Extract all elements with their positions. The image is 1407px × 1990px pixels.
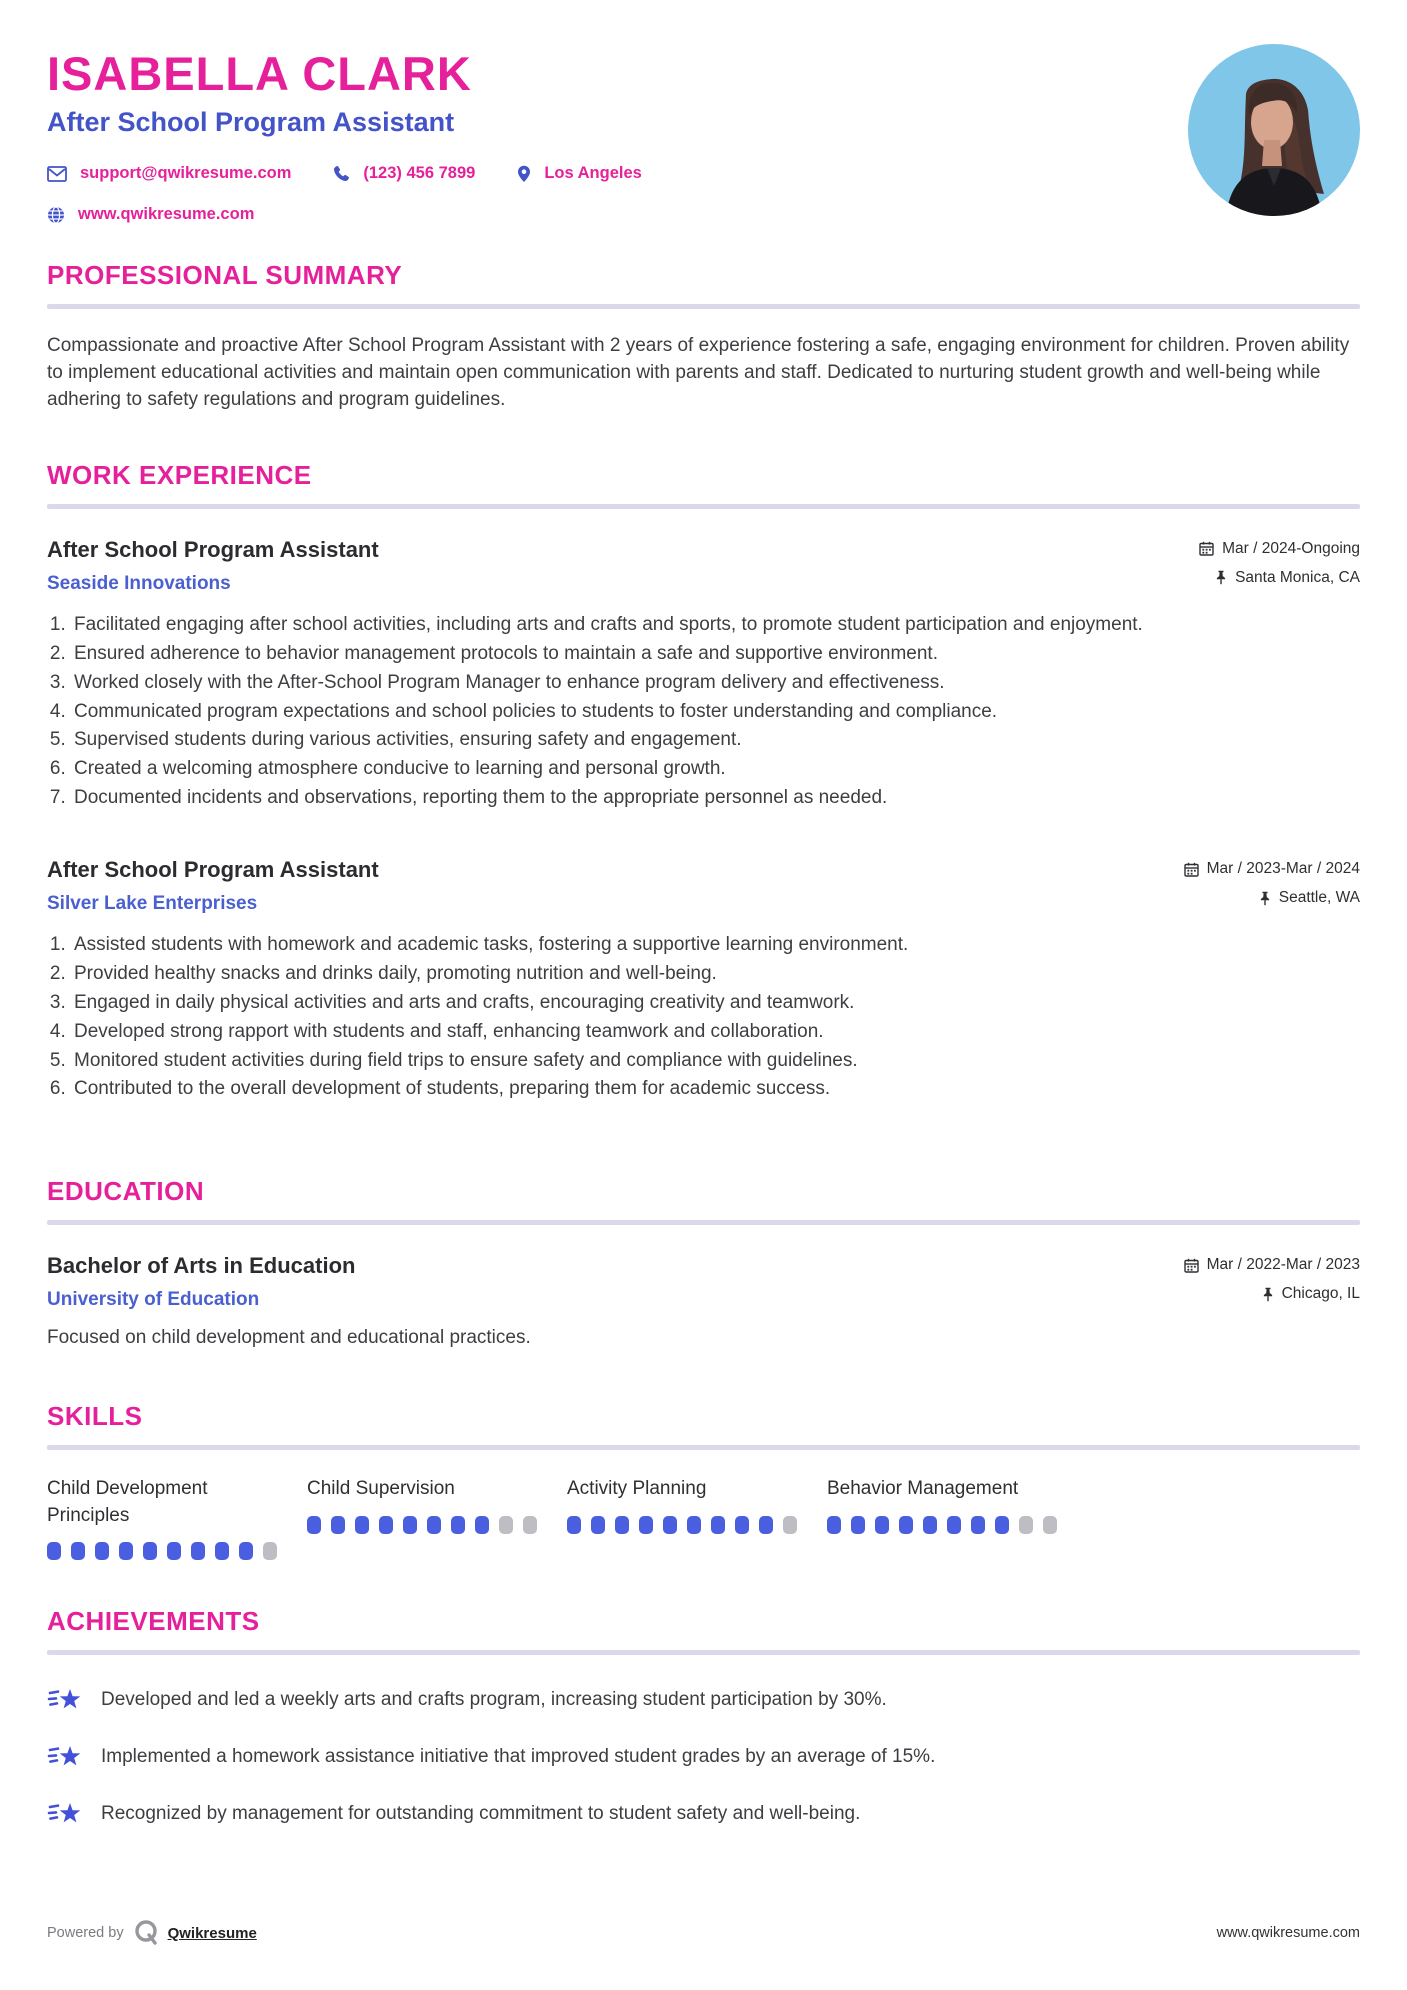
achievement-item [47,1685,1360,1715]
degree-title: Bachelor of Arts in Education [47,1253,356,1279]
skill-dot [47,1542,61,1560]
bullet-item: 4. Developed strong rapport with students and staff, enhancing teamwork and collaboration. [71,1018,1360,1047]
header-left [47,44,684,224]
skill-dot [379,1516,393,1534]
skill-dot [995,1516,1009,1534]
calendar-icon [1184,862,1199,877]
job-date-text: Mar / 2023-Mar / 2024 [1206,860,1360,878]
company-link[interactable]: Seaside Innovations [47,572,231,594]
job-meta [1199,537,1360,587]
skill-name: Activity Planning [567,1478,707,1500]
job-head [47,857,1360,915]
skill-dot [263,1542,277,1560]
job-left [47,537,379,595]
skill-dot [71,1542,85,1560]
job-date [1199,540,1360,558]
education-head [47,1253,1360,1311]
skill-dot [215,1542,229,1560]
skill-dot [875,1516,889,1534]
skill-item [827,1476,1087,1534]
skill-dot [1043,1516,1057,1534]
achievement-text: Recognized by management for outstanding commitment to student safety and well-being. [101,1803,861,1825]
skill-dot [475,1516,489,1534]
section-achievements [47,1606,1360,1829]
education-description: Focused on child development and educational practices. [47,1327,531,1349]
summary-heading: PROFESSIONAL SUMMARY [47,260,403,290]
skill-dot [191,1542,205,1560]
job-location-text: Seattle, WA [1278,889,1360,907]
shooting-star-icon [47,1685,83,1715]
skill-dot [355,1516,369,1534]
section-skills [47,1401,1360,1560]
shooting-star-icon [47,1799,83,1829]
job-entry [47,857,1360,1104]
skill-dot [591,1516,605,1534]
section-divider [47,1220,1360,1225]
skill-dot [639,1516,653,1534]
shooting-star-icon [47,1742,83,1772]
skill-dot [711,1516,725,1534]
bullet-item: 6. Contributed to the overall development of students, preparing them for academic success. [71,1075,1360,1104]
bullet-item: 6. Created a welcoming atmosphere conducive to learning and personal growth. [71,755,1360,784]
skill-dot [663,1516,677,1534]
job-location [1259,889,1360,907]
job-meta [1184,857,1360,907]
pushpin-icon [1262,1287,1274,1302]
job-title: After School Program Assistant [47,536,379,562]
skill-dot [427,1516,441,1534]
skill-dot [899,1516,913,1534]
location-item [517,164,642,183]
achievements-heading: ACHIEVEMENTS [47,1606,260,1637]
skill-rating [567,1516,827,1534]
skill-dot [167,1542,181,1560]
section-work-experience [47,460,1360,1104]
phone-link[interactable] [333,164,475,183]
skills-grid [47,1476,1360,1560]
skill-dot [923,1516,937,1534]
work-heading: WORK EXPERIENCE [47,459,312,490]
phone-icon [333,165,350,182]
achievement-text: Implemented a homework assistance initiative that improved student grades by an average of 15%. [101,1746,936,1768]
header [47,44,1360,224]
skill-dot [971,1516,985,1534]
skill-dot [331,1516,345,1534]
job-entry [47,537,1360,813]
skill-dot [239,1542,253,1560]
skill-dot [687,1516,701,1534]
skill-name: Child Supervision [307,1478,455,1500]
person-name: ISABELLA CLARK [47,47,472,100]
email-text: support@qwikresume.com [80,164,292,182]
achievement-text: Developed and led a weekly arts and crafts program, increasing student participation by 30%. [101,1689,887,1711]
education-date-text: Mar / 2022-Mar / 2023 [1206,1256,1360,1274]
location-pin-icon [517,165,531,183]
job-location-text: Santa Monica, CA [1235,568,1360,586]
section-professional-summary [47,260,1360,414]
footer-website: www.qwikresume.com [1216,1925,1360,1941]
skills-heading: SKILLS [47,1401,143,1432]
skill-dot [403,1516,417,1534]
education-date [1184,1256,1360,1274]
pushpin-icon [1259,891,1271,906]
job-head [47,537,1360,595]
skill-item [567,1476,827,1534]
job-bullet-list [47,611,1360,813]
bullet-item: 3. Engaged in daily physical activities and arts and crafts, encouraging creativity and teamwork. [71,989,1360,1018]
skill-item [307,1476,567,1534]
education-location-text: Chicago, IL [1281,1285,1360,1303]
pushpin-icon [1215,570,1227,585]
calendar-icon [1199,541,1214,556]
bullet-item: 5. Supervised students during various activities, ensuring safety and engagement. [71,726,1360,755]
skill-dot [523,1516,537,1534]
skill-dot [615,1516,629,1534]
education-meta [1184,1253,1360,1303]
skill-dot [827,1516,841,1534]
section-divider [47,1445,1360,1450]
skill-dot [499,1516,513,1534]
section-divider [47,1650,1360,1655]
skill-dot [759,1516,773,1534]
skill-dot [119,1542,133,1560]
section-divider [47,504,1360,509]
skill-dot [1019,1516,1033,1534]
skill-rating [827,1516,1087,1534]
bullet-item: 5. Monitored student activities during field trips to ensure safety and compliance with guidelines. [71,1047,1360,1076]
bullet-item: 4. Communicated program expectations and school policies to students to foster understanding and compliance. [71,698,1360,727]
phone-text: (123) 456 7899 [363,164,476,182]
website-row [47,205,684,224]
location-text: Los Angeles [544,164,642,182]
job-title: After School Program Assistant [47,857,379,883]
section-education [47,1176,1360,1349]
skill-rating [47,1542,307,1560]
skill-name: Behavior Management [827,1478,1019,1500]
contact-row [47,164,684,183]
person-headline: After School Program Assistant [47,107,455,137]
skill-dot [451,1516,465,1534]
bullet-item: 3. Worked closely with the After-School Program Manager to enhance program delivery and effectiveness. [71,669,1360,698]
achievements-list [47,1685,1360,1829]
bullet-item: 2. Ensured adherence to behavior management protocols to maintain a safe and supportive environment. [71,640,1360,669]
job-bullet-list [47,931,1360,1104]
skill-name: Child Development Principles [47,1478,208,1526]
skill-dot [851,1516,865,1534]
company-link[interactable]: Silver Lake Enterprises [47,893,258,915]
powered-by-label: Powered by [47,1925,124,1941]
job-left [47,857,379,915]
education-location [1262,1285,1360,1303]
skill-dot [307,1516,321,1534]
website-text: www.qwikresume.com [78,205,255,223]
skill-dot [143,1542,157,1560]
globe-icon [47,206,65,224]
school-link[interactable]: University of Education [47,1289,260,1311]
bullet-item: 2. Provided healthy snacks and drinks daily, promoting nutrition and well-being. [71,960,1360,989]
achievement-item [47,1742,1360,1772]
bullet-item: 1. Assisted students with homework and academic tasks, fostering a supportive learning environment. [71,931,1360,960]
qwikresume-logo-icon [133,1918,159,1948]
email-link[interactable] [47,164,291,183]
job-location [1215,569,1360,587]
footer [47,1918,1360,1948]
email-icon [47,166,67,182]
bullet-item: 1. Facilitated engaging after school activities, including arts and crafts and sports, to promote student participation and enjoyment. [71,611,1360,640]
footer-branding [47,1918,257,1948]
bullet-item: 7. Documented incidents and observations, reporting them to the appropriate personnel as needed. [71,784,1360,813]
skill-dot [783,1516,797,1534]
job-date-text: Mar / 2024-Ongoing [1222,539,1360,557]
education-heading: EDUCATION [47,1176,205,1207]
education-entry [47,1253,1360,1349]
qwikresume-link[interactable]: Qwikresume [167,1924,257,1942]
skill-item [47,1476,307,1560]
skill-dot [947,1516,961,1534]
website-link[interactable] [47,205,254,224]
calendar-icon [1184,1258,1199,1273]
skill-dot [567,1516,581,1534]
skill-rating [307,1516,567,1534]
avatar [1188,44,1360,216]
achievement-item [47,1799,1360,1829]
job-date [1184,860,1360,878]
education-left [47,1253,355,1311]
skill-dot [95,1542,109,1560]
section-divider [47,304,1360,309]
skill-dot [735,1516,749,1534]
summary-text: Compassionate and proactive After School Program Assistant with 2 years of experience fostering a safe, engaging environment for children. Proven ability to implement educational activities and maintain open communication with parents and staff. Dedicated to nurturing student growth and well-being while adhering to safety regulations and program guidelines. [47,335,1350,410]
